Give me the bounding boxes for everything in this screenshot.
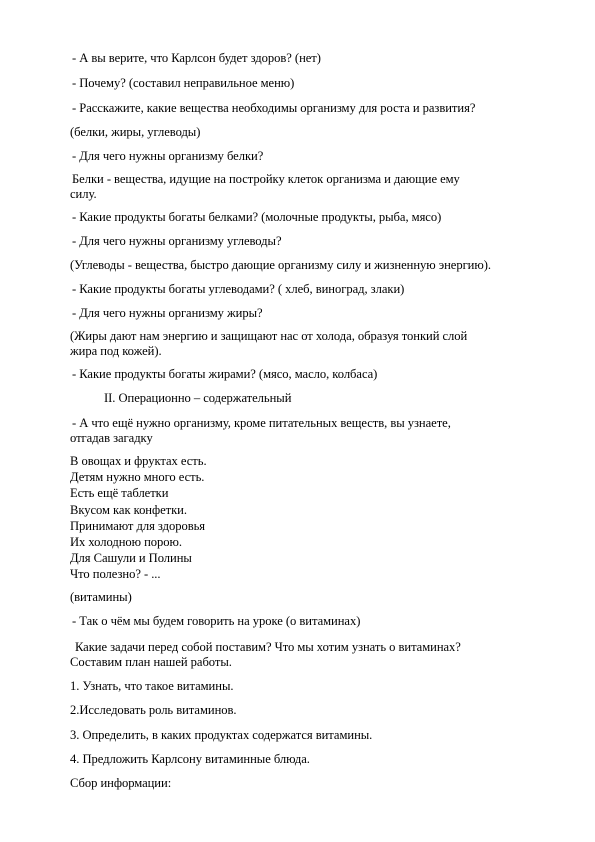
question-line: - А что ещё нужно организму, кроме питательных веществ, вы узнаете, [72,416,451,430]
question-line: - Для чего нужны организму белки? [72,149,264,163]
riddle-line: Что полезно? - ... [70,567,161,581]
answer-line: Белки - вещества, идущие на постройку клеток организма и дающие ему [72,172,460,186]
section-heading: II. Операционно – содержательный [104,391,292,405]
question-line: - Какие продукты богаты углеводами? ( хлеб, виноград, злаки) [72,282,405,296]
riddle-line: Для Сашули и Полины [70,551,192,565]
plan-item: 2.Исследовать роль витаминов. [70,703,237,717]
riddle-line: Принимают для здоровья [70,519,206,533]
plan-item: 1. Узнать, что такое витамины. [70,679,234,693]
riddle-line: Есть ещё таблетки [70,486,169,500]
answer-line: (витамины) [70,590,132,604]
riddle-line: Детям нужно много есть. [70,470,205,484]
answer-line: жира под кожей). [70,344,162,358]
question-line: - Какие продукты богаты жирами? (мясо, масло, колбаса) [72,367,378,381]
answer-line: силу. [70,187,97,201]
question-line: - Так о чём мы будем говорить на уроке (о витаминах) [72,614,361,628]
answer-line: (Жиры дают нам энергию и защищают нас от холода, образуя тонкий слой [70,329,468,343]
question-line: - Какие продукты богаты белками? (молочные продукты, рыба, мясо) [72,210,442,224]
riddle-line: Их холодною порою. [70,535,182,549]
answer-line: (Углеводы - вещества, быстро дающие организму силу и жизненную энергию). [70,258,491,272]
question-line: - Почему? (составил неправильное меню) [72,76,295,90]
text-line: Сбор информации: [70,776,172,790]
question-line: - А вы верите, что Карлсон будет здоров? (нет) [72,51,321,65]
question-line: - Для чего нужны организму жиры? [72,306,263,320]
text-line: отгадав загадку [70,431,153,445]
text-line: Составим план нашей работы. [70,655,232,669]
riddle-line: В овощах и фруктах есть. [70,454,207,468]
question-line: - Для чего нужны организму углеводы? [72,234,282,248]
answer-line: (белки, жиры, углеводы) [70,125,201,139]
plan-item: 4. Предложить Карлсону витаминные блюда. [70,752,310,766]
text-line: Какие задачи перед собой поставим? Что мы хотим узнать о витаминах? [75,640,461,654]
riddle-line: Вкусом как конфетки. [70,503,187,517]
question-line: - Расскажите, какие вещества необходимы организму для роста и развития? [72,101,476,115]
plan-item: 3. Определить, в каких продуктах содержатся витамины. [70,728,373,742]
